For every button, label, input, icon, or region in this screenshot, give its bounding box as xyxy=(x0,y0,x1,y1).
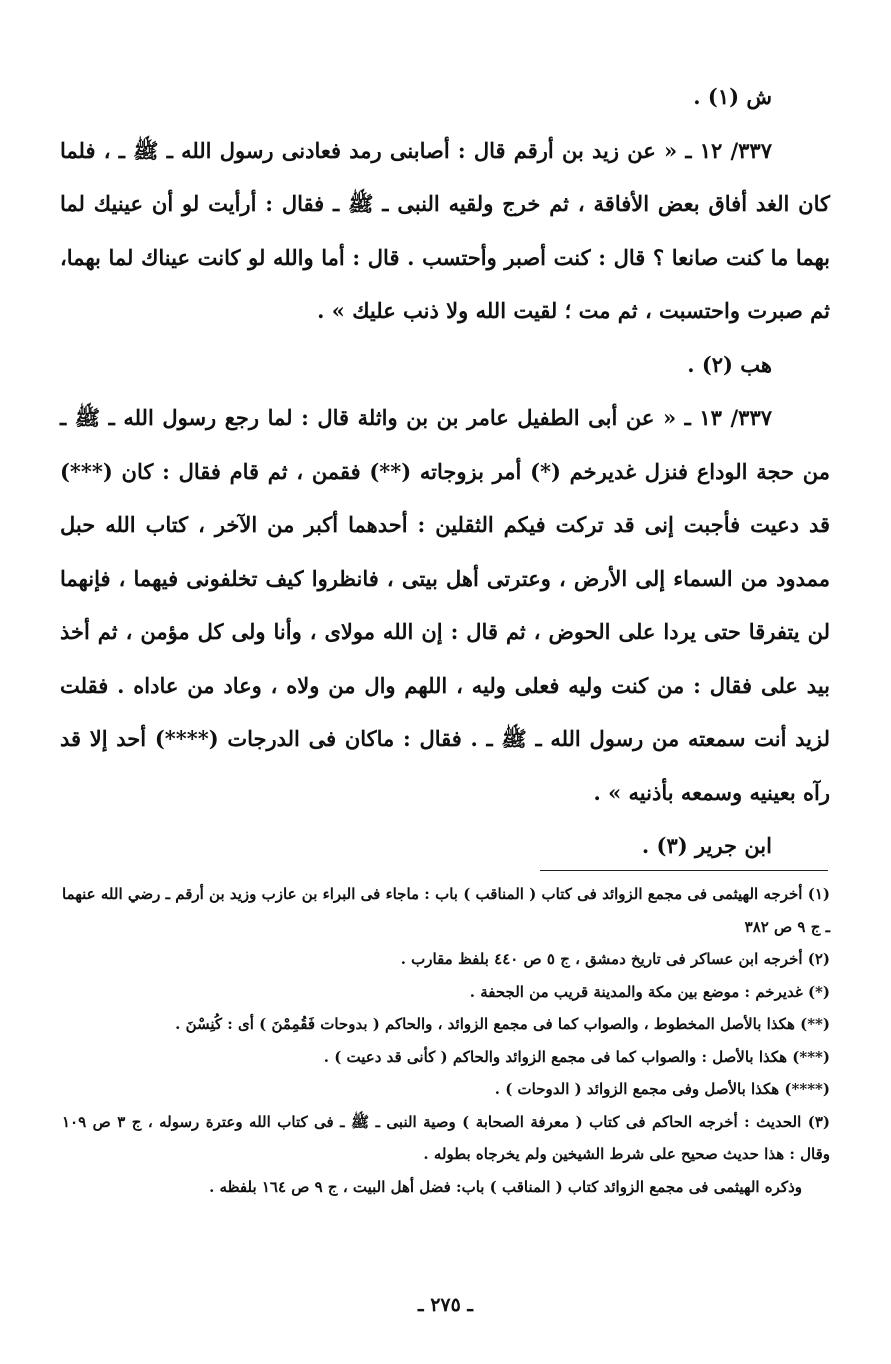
footnote: (٣) الحديث : أخرجه الحاكم فى كتاب ( معرفة الصحابة ) وصية النبى ـ ﷺ ـ فى كتاب الله وعترة رسوله ، ج ٣ ص ١٠٩ وقال : هذا حديث صحيح على شرط الشيخين ولم يخرجاه بطوله . xyxy=(62,1112,830,1163)
footnote: (٢) أخرجه ابن عساكر فى تاريخ دمشق ، ج ٥ ص ٤٤٠ بلفظ مقارب . xyxy=(400,950,830,968)
source-reference: ابن جرير (٣) . xyxy=(641,833,772,858)
footnote: (***) هكذا بالأصل : والصواب كما فى مجمع الزوائد والحاكم ( كأنى قد دعيت ) . xyxy=(323,1047,830,1066)
page-number: ـ ٢٧٥ ـ xyxy=(418,1294,473,1316)
main-text xyxy=(60,70,830,873)
footnote: (****) هكذا بالأصل وفى مجمع الزوائد ( الدوحات ) . xyxy=(494,1080,830,1098)
footnote: (*) غديرخم : موضع بين مكة والمدينة قريب من الجحفة . xyxy=(469,982,830,1001)
footnote: وذكره الهيثمى فى مجمع الزوائد كتاب ( المناقب ) باب: فضل أهل البيت ، ج ٩ ص ١٦٤ بلفظه . xyxy=(209,1177,802,1196)
hadith-paragraph: ٣٣٧/ ١٢ ـ « عن زيد بن أرقم قال : أصابنى رمد فعادنى رسول الله ـ ﷺ ـ ، فلما كان الغد أفاق بعض الأفاقة ، ثم خرج ولقيه النبى ـ ﷺ ـ فقال : أرأيت لو أن عينيك لما بهما ما كنت صانعا ؟ قال : كنت أصبر وأحتسب . قال : أما والله لو كانت عيناك لما بهما، ثم صبرت واحتسبت ، ثم مت ؛ لقيت الله ولا ذنب عليك » . xyxy=(60,137,830,323)
footnote-divider xyxy=(540,870,828,871)
source-reference: هب (٢) . xyxy=(687,351,772,377)
hadith-paragraph: ٣٣٧/ ١٣ ـ « عن أبى الطفيل عامر بن بن واثلة قال : لما رجع رسول الله ـ ﷺ ـ من حجة الوداع فنزل غديرخم (*) أمر بزوجاته (**) فقمن ، ثم قام فقال : كان (***) قد دعيت فأجبت إنى قد تركت فيكم الثقلين : أحدهما أكبر من الآخر ، كتاب الله حبل ممدود من السماء إلى الأرض ، وعترتى أهل بيتى ، فانظروا كيف تخلفونى فيهما ، فإنهما لن يتفرقا حتى يردا على الحوض ، ثم قال : إن الله مولاى ، وأنا ولى كل مؤمن ، ثم أخذ بيد على فقال : من كنت وليه فعلى وليه ، اللهم وال من ولاه ، وعاد من عاداه . فقلت لزيد أنت سمعته من رسول الله ـ ﷺ ـ . فقال : ماكان فى الدرجات (****) أحد إلا قد رآه بعينيه وسمعه بأذنيه » . xyxy=(60,405,830,805)
source-reference: ش (١) . xyxy=(693,84,772,109)
footnotes xyxy=(62,878,830,1203)
footnote: (**) هكذا بالأصل المخطوط ، والصواب كما فى مجمع الزوائد ، والحاكم ( بدوحات فَقُمِمْنَ ) أى : كُنِسْنَ . xyxy=(175,1015,830,1033)
footnote: (١) أخرجه الهيثمى فى مجمع الزوائد فى كتاب ( المناقب ) باب : ماجاء فى البراء بن عازب وزيد بن أرقم ـ رضي الله عنهما ـ ج ٩ ص ٣٨٢ xyxy=(62,885,830,936)
